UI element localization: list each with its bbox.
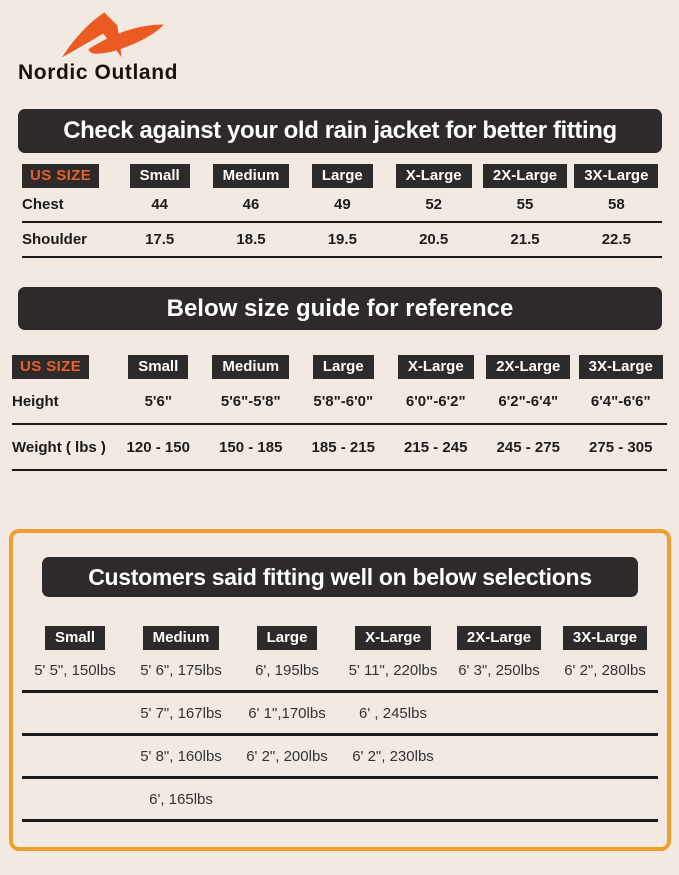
size-badge-medium: Medium <box>213 164 290 188</box>
shoulder-row <box>22 223 662 258</box>
height-value: 6'4"-6'6" <box>590 392 651 410</box>
weight-value: 120 - 150 <box>126 438 190 456</box>
us-size-badge: US SIZE <box>22 164 99 188</box>
height-value: 5'6" <box>144 392 172 410</box>
size-badge-3xlarge: 3X-Large <box>574 164 658 188</box>
fit-value: 6', 165lbs <box>149 790 213 808</box>
weight-value: 245 - 275 <box>496 438 560 456</box>
shoulder-value: 19.5 <box>327 231 357 248</box>
fit-value: 6' 2", 200lbs <box>246 747 328 765</box>
chest-value: 55 <box>516 196 534 213</box>
us-size-badge: US SIZE <box>12 355 89 379</box>
size-guide-section <box>0 287 679 471</box>
row-label: Height <box>12 392 59 410</box>
fit-value: 6' , 245lbs <box>359 704 427 722</box>
brand-name: Nordic Outland <box>18 61 179 84</box>
size-badge-xlarge: X-Large <box>355 626 431 650</box>
chest-value: 46 <box>242 196 260 213</box>
weight-row <box>12 425 667 471</box>
chest-row <box>22 188 662 223</box>
chest-value: 58 <box>607 196 625 213</box>
row-label: Shoulder <box>22 231 88 248</box>
fit-value: 5' 8", 160lbs <box>140 747 222 765</box>
size-badge-large: Large <box>313 355 374 379</box>
weight-value: 185 - 215 <box>311 438 375 456</box>
height-value: 6'2"-6'4" <box>498 392 559 410</box>
size-badge-2xlarge: 2X-Large <box>457 626 541 650</box>
size-badge-medium: Medium <box>143 626 220 650</box>
fit-value: 6' 3", 250lbs <box>458 661 540 679</box>
fit-value: 6' 2", 230lbs <box>352 747 434 765</box>
weight-value: 275 - 305 <box>589 438 653 456</box>
brand-header <box>0 0 679 85</box>
fit-row <box>22 650 658 693</box>
size-badge-medium: Medium <box>212 355 289 379</box>
size-header-row <box>12 354 667 379</box>
size-header-row <box>22 626 658 650</box>
nordic-outland-logo-icon <box>54 9 172 59</box>
row-label: Chest <box>22 196 64 213</box>
size-badge-3xlarge: 3X-Large <box>579 355 663 379</box>
shoulder-value: 17.5 <box>145 231 175 248</box>
fitting-check-section <box>0 109 679 258</box>
size-badge-small: Small <box>130 164 190 188</box>
size-badge-large: Large <box>257 626 318 650</box>
fit-value: 5' 11", 220lbs <box>348 661 438 679</box>
size-guide-title-bar: Below size guide for reference <box>18 287 662 330</box>
size-badge-xlarge: X-Large <box>396 164 472 188</box>
fit-row <box>22 779 658 822</box>
fit-value: 6' 2", 280lbs <box>564 661 646 679</box>
fit-row <box>22 693 658 736</box>
chest-value: 49 <box>333 196 351 213</box>
height-row <box>12 379 667 425</box>
size-badge-2xlarge: 2X-Large <box>486 355 570 379</box>
shoulder-value: 18.5 <box>236 231 266 248</box>
size-badge-xlarge: X-Large <box>398 355 474 379</box>
height-value: 6'0"-6'2" <box>405 392 466 410</box>
height-value: 5'6"-5'8" <box>220 392 281 410</box>
shoulder-value: 20.5 <box>419 231 449 248</box>
fit-value: 5' 6", 175lbs <box>140 661 222 679</box>
height-value: 5'8"-6'0" <box>313 392 374 410</box>
fit-value: 5' 5", 150lbs <box>34 661 116 679</box>
customer-fit-title-bar: Customers said fitting well on below selections <box>42 557 638 597</box>
fit-value: 6', 195lbs <box>255 661 319 679</box>
chest-value: 44 <box>151 196 168 213</box>
shoulder-value: 21.5 <box>510 231 540 248</box>
size-badge-large: Large <box>312 164 373 188</box>
size-header-row <box>22 164 662 188</box>
size-badge-2xlarge: 2X-Large <box>483 164 567 188</box>
size-badge-small: Small <box>45 626 105 650</box>
fit-value: 5' 7", 167lbs <box>140 704 222 722</box>
fit-value: 6' 1",170lbs <box>248 704 326 722</box>
size-badge-small: Small <box>128 355 188 379</box>
shoulder-value: 22.5 <box>601 231 631 248</box>
weight-value: 215 - 245 <box>404 438 468 456</box>
weight-value: 150 - 185 <box>219 438 283 456</box>
size-badge-3xlarge: 3X-Large <box>563 626 647 650</box>
row-label: Weight ( lbs ) <box>12 438 106 456</box>
customer-fit-section <box>9 529 671 851</box>
fitting-check-title-bar: Check against your old rain jacket for better fitting <box>18 109 662 153</box>
chest-value: 52 <box>425 196 442 213</box>
fit-row <box>22 736 658 779</box>
